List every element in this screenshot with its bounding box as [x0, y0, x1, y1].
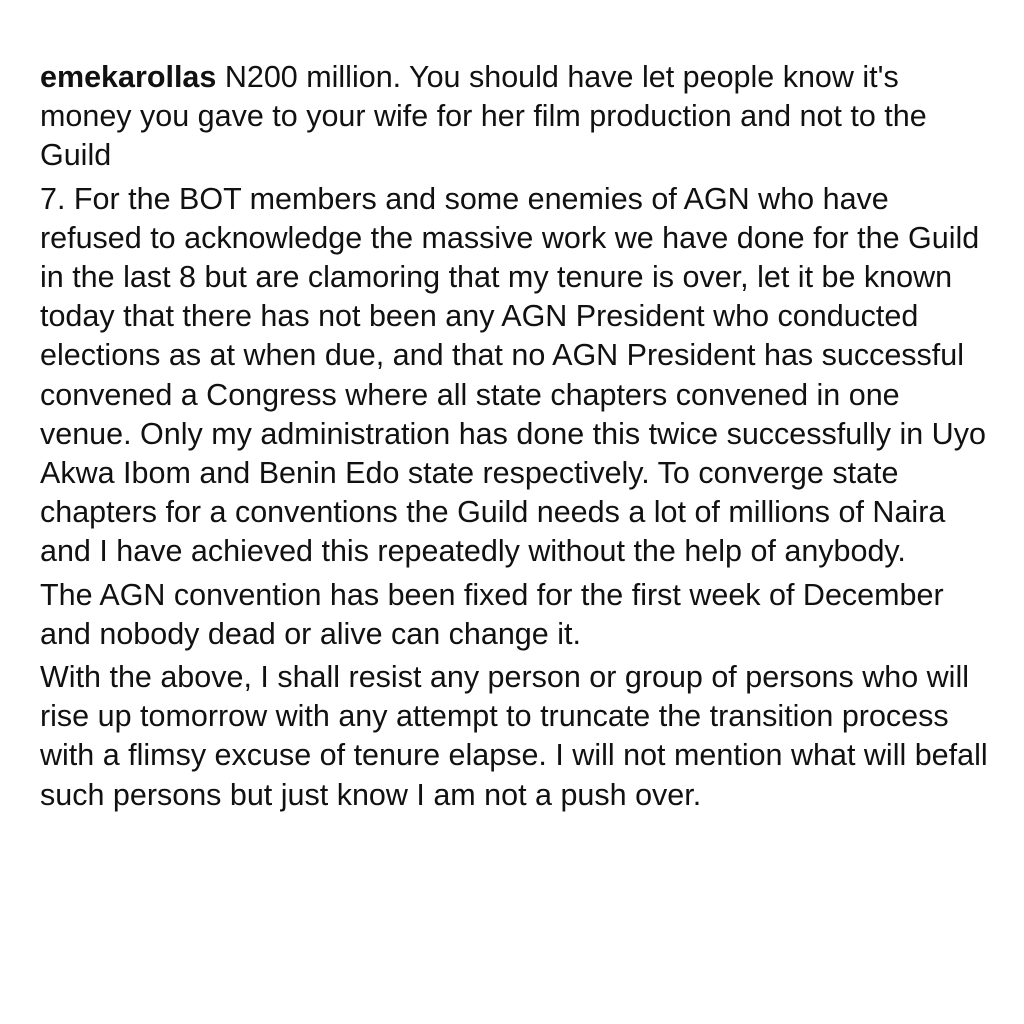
caption-paragraph-3: The AGN convention has been fixed for the first week of December and nobody dead or alive can change it.	[40, 577, 944, 651]
caption-paragraph-2: 7. For the BOT members and some enemies of AGN who have refused to acknowledge the massive work we have done for the Guild in the last 8 but are clamoring that my tenure is over, let it be known today that there has not been any AGN President who conducted elections as at when due, and that no AGN President has successful convened a Congress where all state chapters convened in one venue. Only my administration has done this twice successfully in Uyo Akwa Ibom and Benin Edo state respectively. To converge state chapters for a conventions the Guild needs a lot of millions of Naira and I have achieved this repeatedly without the help of anybody.	[40, 181, 986, 569]
post-caption	[40, 58, 990, 819]
username-link[interactable]: emekarollas	[40, 60, 217, 94]
caption-paragraph-4: With the above, I shall resist any person or group of persons who will rise up tomorrow with any attempt to truncate the transition process with a flimsy excuse of tenure elapse. I will not mention what will befall such persons but just know I am not a push over.	[40, 660, 988, 812]
caption-paragraph-1	[40, 58, 990, 176]
caption-text-1: N200 million. You should have let people know it's money you gave to your wife for her film production and not to the Guild	[40, 60, 927, 173]
